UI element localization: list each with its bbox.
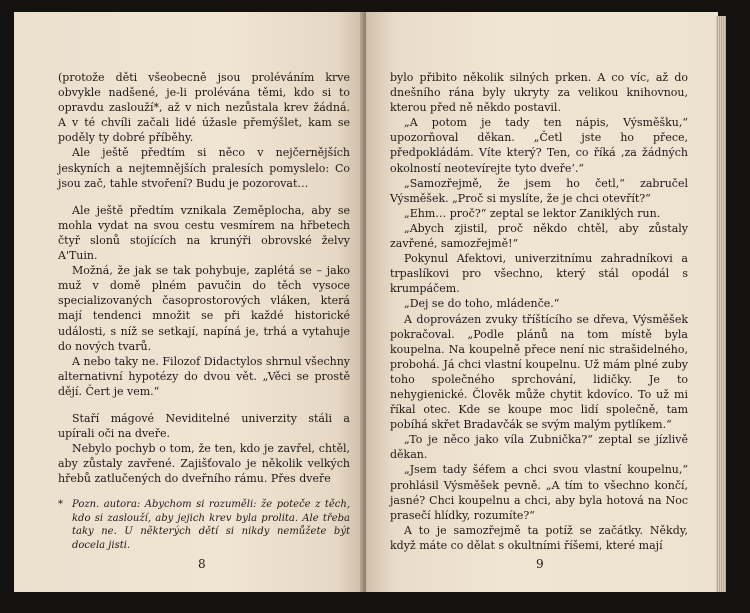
- page-edges: [716, 16, 726, 592]
- paragraph: „Abych zjistil, proč někdo chtěl, aby zůstaly zavřené, samozřejmě!“: [390, 221, 688, 251]
- paragraph: „Samozřejmě, že jsem ho četl,“ zabručel Výsměšek. „Proč si myslíte, že je chci otevřít?“: [390, 176, 688, 205]
- page-number: 8: [198, 556, 206, 571]
- paragraph: Ale ještě předtím vznikala Zeměplocha, aby se mohla vydat na svou cestu vesmírem na hřbetech čtyř slonů stojících na krunýři obrovské želvy A'Tuin.: [58, 203, 350, 263]
- open-book: [14, 12, 726, 607]
- left-page: [14, 12, 364, 592]
- footnote: [58, 498, 350, 552]
- paragraph: A nebo taky ne. Filozof Didactylos shrnul všechny alternativní hypotézy do dvou vět. „Věci se prostě dějí. Čert je vem.“: [58, 354, 350, 398]
- paragraph: „A potom je tady ten nápis, Výsměšku,“ upozorňoval děkan. „Četl jste ho přece, předpokládám. Víte který? Ten, co říká ,za žádných okolností neotevírejte tyto dveře‘.“: [390, 116, 688, 175]
- right-page: [366, 12, 718, 592]
- paragraph: „Ehm… proč?“ zeptal se lektor Zaniklých run.: [404, 206, 661, 220]
- paragraph: „Jsem tady šéfem a chci svou vlastní koupelnu,“ prohlásil Výsměšek pevně. „A tím to všechno končí, jasné? Chci koupelnu a chci, aby byla hotová na Noc prasečí hlídky, rozumíte?“: [390, 463, 688, 522]
- footnote-mark: *: [58, 499, 63, 511]
- paragraph: Nebylo pochyb o tom, že ten, kdo je zavřel, chtěl, aby zůstaly zavřené. Zajišťovalo je několik velkých hřebů zatlučených do dveřního rámu. Přes dveře: [58, 442, 350, 486]
- paragraph: „To je něco jako víla Zubnička?“ zeptal se jízlivě děkan.: [390, 433, 688, 462]
- paragraph: „Dej se do toho, mládenče.“: [404, 297, 560, 311]
- footnote-text: Pozn. autora: Abychom si rozuměli: že poteče z těch, kdo si zaslouží, aby jejich krev byla prolita. Ale třeba taky ne. U některých dětí si nikdy nemůžete být docela jisti.: [72, 499, 350, 551]
- paragraph: Ale ještě předtím si něco v nejčernějších jeskyních a nejtemnějších pralesích pomyslelo: Co jsou zač, tahle stvoření? Budu je pozorovat…: [58, 146, 350, 190]
- paragraph: A to je samozřejmě ta potíž se začátky. Někdy, když máte co dělat s okultními říšemi, které mají: [390, 523, 688, 552]
- paragraph: Pokynul Afektovi, univerzitnímu zahradníkovi a trpaslíkovi pro všechno, který stál opodál s krumpáčem.: [390, 252, 688, 296]
- page-number: 9: [536, 556, 544, 571]
- paragraph: Staří mágové Neviditelné univerzity stáli a upírali oči na dveře.: [58, 411, 350, 441]
- paragraph: bylo přibito několik silných prken. A co víc, až do dnešního rána byly ukryty za velikou knihovnou, kterou před ně někdo postavil.: [390, 71, 688, 115]
- paragraph: Možná, že jak se tak pohybuje, zaplétá se – jako muž v domě plném pavučin do těch vysoce specializovaných časoprostorových vláken, která mají tendenci množit se při každé historické události, s níž se setkají, napíná je, trhá a vytahuje do nových tvarů.: [58, 264, 350, 353]
- paragraph: (protože děti všeobecně jsou proléváním krve obvykle nadšené, je-li prolévána těmi, kdo si to opravdu zaslouží*, až v nich nezůstala krev žádná. A v té chvíli začali lidé úžasle přemýšlet, kam se poděly ty dobré příběhy.: [58, 71, 350, 145]
- paragraph: A doprovázen zvuky tříštícího se dřeva, Výsměšek pokračoval. „Podle plánů na tom místě byla koupelna. Na koupelně přece není nic strašidelného, probohá. Já chci vlastní koupelnu. Už mám plné zuby toho společného sprchování, lidičky. Je to nehygienické. Člověk může chytit kdovíco. To už mi říkal otec. Kde se koupe moc lidí společně, tam pobíhá skřet Bradavčák se svým malým pytlíkem.“: [390, 312, 688, 432]
